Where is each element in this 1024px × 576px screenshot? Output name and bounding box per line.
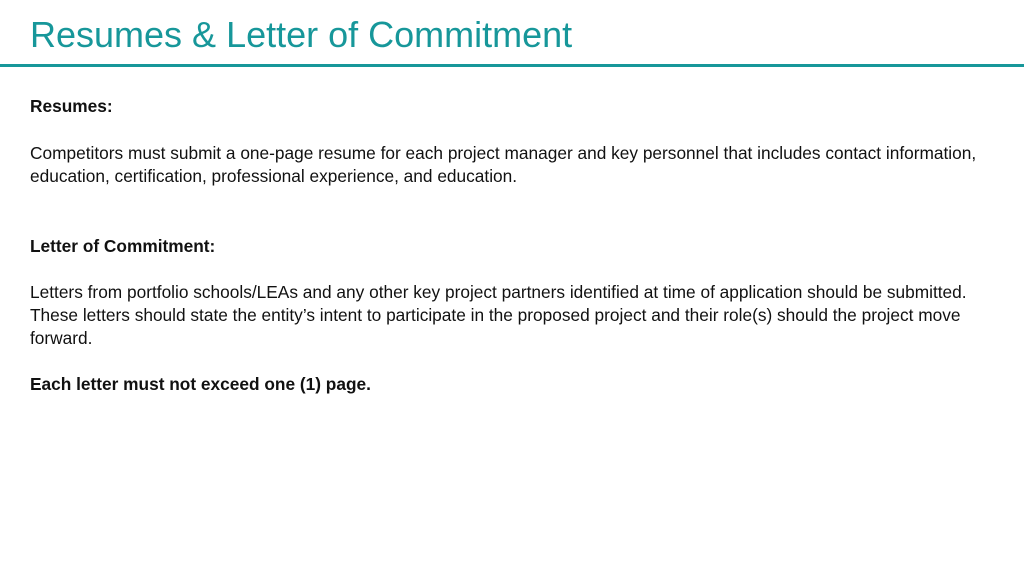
commitment-heading: Letter of Commitment:	[30, 236, 216, 256]
resumes-body: Competitors must submit a one-page resume for each project manager and key personnel that includes contact information, education, certification, professional experience, and education.	[30, 143, 977, 186]
resumes-heading: Resumes:	[30, 96, 113, 116]
title-divider	[0, 64, 1024, 67]
commitment-body: Letters from portfolio schools/LEAs and any other key project partners identified at time of application should be submitted. These letters should state the entity’s intent to participate in the proposed project and their role(s) should the project move forward.	[30, 282, 967, 348]
slide-content	[30, 95, 990, 396]
commitment-page-limit-note: Each letter must not exceed one (1) page.	[30, 374, 371, 394]
slide-title: Resumes & Letter of Commitment	[30, 14, 573, 55]
